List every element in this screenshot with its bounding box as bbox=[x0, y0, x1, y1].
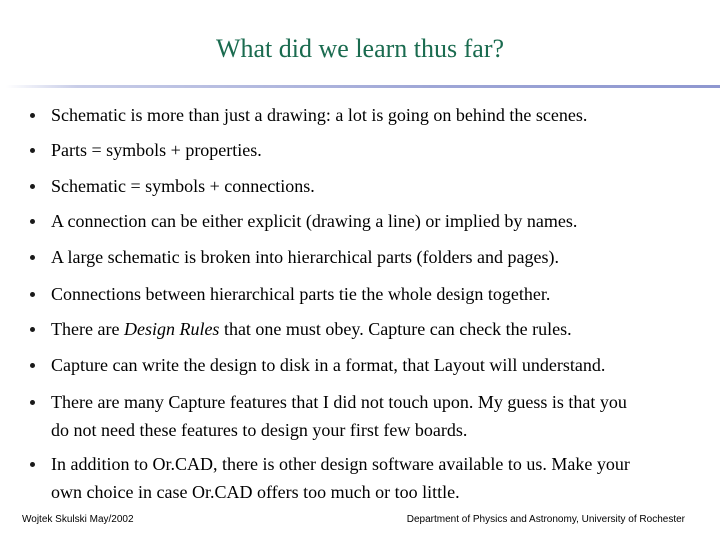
bullet-item bbox=[30, 136, 710, 164]
bullet-text: Capture can write the design to disk in a format, that Layout will understand. bbox=[51, 355, 606, 375]
bullet-item bbox=[30, 243, 710, 271]
design-rules-emphasis: Design Rules bbox=[123, 319, 220, 339]
bullet-text: A large schematic is broken into hierarchical parts (folders and pages). bbox=[51, 247, 559, 267]
bullet-item bbox=[30, 280, 710, 308]
bullet-item bbox=[30, 351, 710, 379]
footer-affiliation: Department of Physics and Astronomy, University of Rochester bbox=[406, 514, 685, 525]
bullet-text-line: do not need these features to design your first few boards. bbox=[51, 420, 468, 440]
bullet-item bbox=[30, 207, 710, 235]
bullet-dot-icon bbox=[30, 184, 35, 189]
bullet-dot-icon bbox=[30, 219, 35, 224]
bullet-text-part: that one must obey. Capture can check the rules. bbox=[219, 319, 572, 339]
bullet-text-line: In addition to Or.CAD, there is other design software available to us. Make your bbox=[51, 454, 630, 474]
footer-author: Wojtek Skulski May/2002 bbox=[22, 514, 134, 525]
bullet-item bbox=[30, 450, 710, 506]
bullet-text: Schematic is more than just a drawing: a lot is going on behind the scenes. bbox=[51, 105, 588, 125]
bullet-text: Schematic = symbols + connections. bbox=[51, 176, 315, 196]
bullet-dot-icon bbox=[30, 255, 35, 260]
bullet-dot-icon bbox=[30, 400, 35, 405]
bullet-text-line: own choice in case Or.CAD offers too much or too little. bbox=[51, 482, 460, 502]
bullet-text bbox=[51, 315, 710, 343]
bullet-text bbox=[51, 388, 710, 444]
bullet-dot-icon bbox=[30, 148, 35, 153]
bullet-item bbox=[30, 172, 710, 200]
bullet-text: Connections between hierarchical parts tie the whole design together. bbox=[51, 284, 551, 304]
bullet-text: A connection can be either explicit (drawing a line) or implied by names. bbox=[51, 211, 578, 231]
bullet-text-part: There are bbox=[51, 319, 124, 339]
bullet-dot-icon bbox=[30, 292, 35, 297]
bullet-dot-icon bbox=[30, 327, 35, 332]
bullet-dot-icon bbox=[30, 363, 35, 368]
bullet-item bbox=[30, 315, 710, 343]
bullet-dot-icon bbox=[30, 462, 35, 467]
bullet-dot-icon bbox=[30, 113, 35, 118]
bullet-text bbox=[51, 450, 710, 506]
bullet-item bbox=[30, 388, 710, 444]
bullet-item bbox=[30, 101, 710, 129]
bullet-text-line: There are many Capture features that I did not touch upon. My guess is that you bbox=[51, 392, 627, 412]
slide-title: What did we learn thus far? bbox=[215, 34, 505, 63]
bullet-text: Parts = symbols + properties. bbox=[51, 140, 262, 160]
